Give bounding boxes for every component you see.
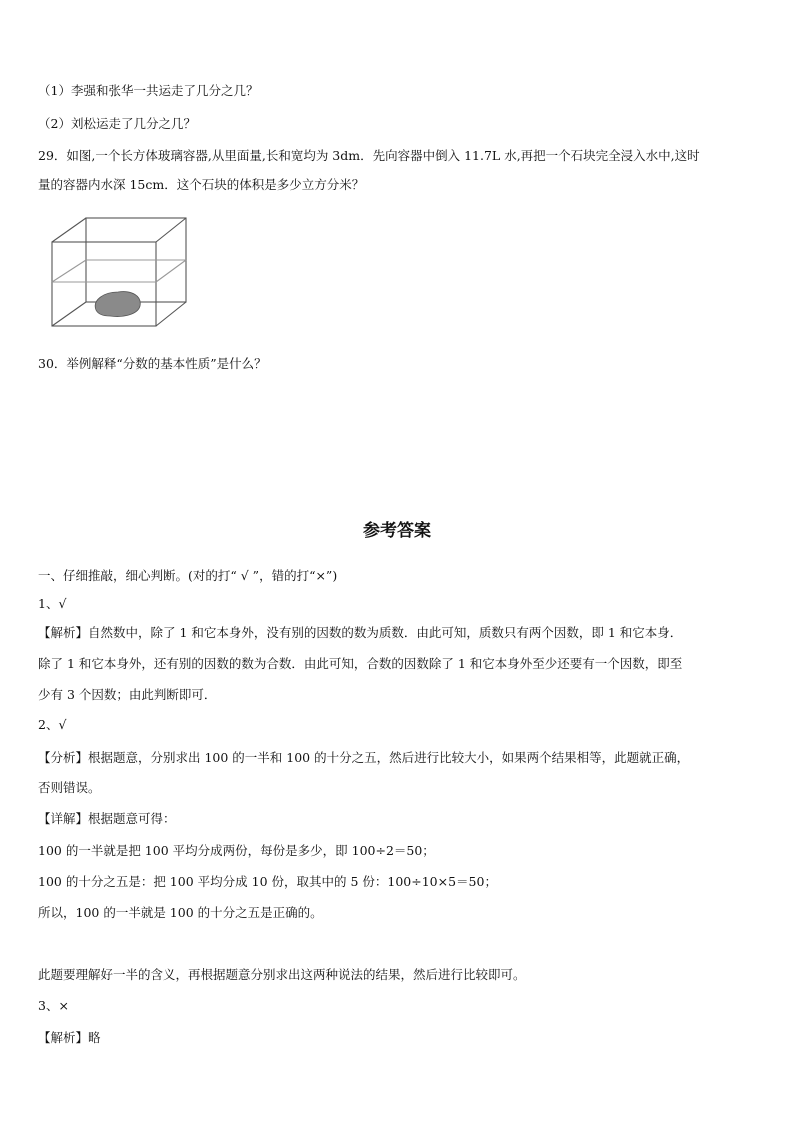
answer2-detail-1: 100 的一半就是把 100 平均分成两份，每份是多少，即 100÷2＝50；	[38, 843, 435, 858]
answers-title: 参考答案	[363, 521, 431, 541]
answer1-mark: 1、√	[38, 596, 67, 611]
answer2-detail-3: 所以，100 的一半就是 100 的十分之五是正确的。	[38, 905, 323, 920]
answer2-analysis-1: 【分析】根据题意，分别求出 100 的一半和 100 的十分之五，然后进行比较大小，如果两个结果相等，此题就正确，	[38, 750, 690, 765]
answer1-analysis-1: 【解析】自然数中，除了 1 和它本身外，没有别的因数的数为质数．由此可知，质数只有两个因数，即 1 和它本身．	[38, 625, 683, 640]
answer2-detail-2: 100 的十分之五是：把 100 平均分成 10 份，取其中的 5 份：100÷10×5＝50；	[38, 874, 497, 889]
section1-heading: 一、仔细推敲，细心判断。(对的打“ √ ”，错的打“×”)	[38, 568, 338, 583]
answer2-note: 此题要理解好一半的含义，再根据题意分别求出这两种说法的结果，然后进行比较即可。	[38, 967, 526, 982]
glass-container-figure	[48, 214, 190, 330]
q29-line2: 量的容器内水深 15cm．这个石块的体积是多少立方分米？	[38, 177, 365, 192]
q28-sub2: （2）刘松运走了几分之几？	[38, 116, 196, 131]
answer1-analysis-3: 少有 3 个因数；由此判断即可．	[38, 687, 217, 702]
stone-shape	[95, 292, 140, 317]
q30: 30．举例解释“分数的基本性质”是什么？	[38, 356, 267, 371]
answer3-analysis: 【解析】略	[38, 1030, 101, 1045]
answer2-analysis-2: 否则错误。	[38, 780, 101, 795]
q28-sub1: （1）李强和张华一共运走了几分之几？	[38, 83, 259, 98]
answer3-mark: 3、×	[38, 998, 69, 1013]
answer1-analysis-2: 除了 1 和它本身外，还有别的因数的数为合数．由此可知，合数的因数除了 1 和它本身外至少还要有一个因数，即至	[38, 656, 683, 671]
answer2-detail-label: 【详解】根据题意可得：	[38, 811, 176, 826]
answer2-mark: 2、√	[38, 717, 67, 732]
q29-line1: 29．如图,一个长方体玻璃容器,从里面量,长和宽均为 3dm．先向容器中倒入 11.7L 水,再把一个石块完全浸入水中,这时	[38, 148, 700, 163]
